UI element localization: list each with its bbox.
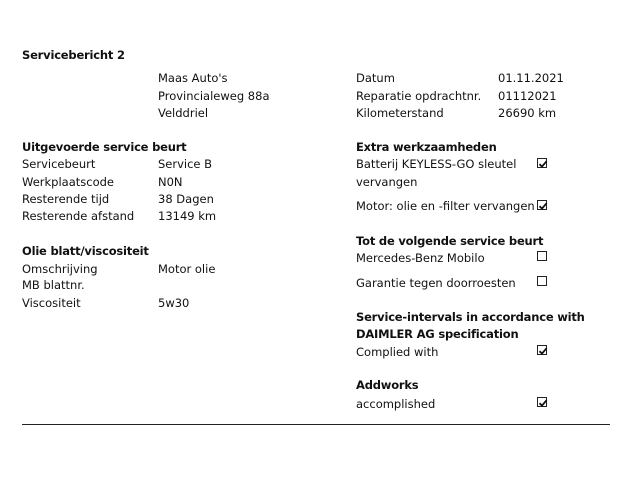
bottom-divider <box>22 424 610 425</box>
mb-sheet-label: MB blattnr. <box>22 278 85 292</box>
workshop-street: Provincialeweg 88a <box>158 89 270 103</box>
remaining-distance-label: Resterende afstand <box>22 209 135 223</box>
page-title: Servicebericht 2 <box>22 48 125 62</box>
date-label: Datum <box>356 71 395 85</box>
workshop-code-value: N0N <box>158 175 183 189</box>
oil-description-label: Omschrijving <box>22 262 98 276</box>
service-type-value: Service B <box>158 157 213 171</box>
remaining-distance-value: 13149 km <box>158 209 217 223</box>
checkmark-icon <box>537 200 549 212</box>
remaining-time-label: Resterende tijd <box>22 192 110 206</box>
extra-item1-line2: vervangen <box>356 175 418 189</box>
mileage-label: Kilometerstand <box>356 106 444 120</box>
workshop-code-label: Werkplaatscode <box>22 175 114 189</box>
next-item2-label: Garantie tegen doorroesten <box>356 276 516 290</box>
viscosity-value: 5w30 <box>158 296 190 310</box>
remaining-time-value: 38 Dagen <box>158 192 214 206</box>
oil-description-value: Motor olie <box>158 262 216 276</box>
addworks-heading: Addworks <box>356 378 419 392</box>
checkmark-icon <box>537 345 549 357</box>
service-heading: Uitgevoerde service beurt <box>22 140 187 154</box>
intervals-item-label: Complied with <box>356 345 439 359</box>
extra-item2-label: Motor: olie en -filter vervangen <box>356 199 535 213</box>
next-service-heading: Tot de volgende service beurt <box>356 234 544 248</box>
oil-heading: Olie blatt/viscositeit <box>22 244 149 258</box>
service-type-label: Servicebeurt <box>22 157 96 171</box>
date-value: 01.11.2021 <box>498 71 564 85</box>
extra-work-heading: Extra werkzaamheden <box>356 140 497 154</box>
workshop-city: Velddriel <box>158 106 209 120</box>
addworks-item-label: accomplished <box>356 397 436 411</box>
order-value: 01112021 <box>498 89 557 103</box>
addworks-checkbox[interactable] <box>537 397 547 407</box>
workshop-name: Maas Auto's <box>158 71 228 85</box>
next-item1-checkbox[interactable] <box>537 251 547 261</box>
viscosity-label: Viscositeit <box>22 296 81 310</box>
extra-item2-checkbox[interactable] <box>537 200 547 210</box>
extra-item1-line1: Batterij KEYLESS-GO sleutel <box>356 157 517 171</box>
mileage-value: 26690 km <box>498 106 557 120</box>
order-label: Reparatie opdrachtnr. <box>356 89 482 103</box>
checkmark-icon <box>537 397 549 409</box>
intervals-heading-line1: Service-intervals in accordance with <box>356 310 585 324</box>
intervals-checkbox[interactable] <box>537 345 547 355</box>
next-item2-checkbox[interactable] <box>537 276 547 286</box>
intervals-heading-line2: DAIMLER AG specification <box>356 327 519 341</box>
extra-item1-checkbox[interactable] <box>537 158 547 168</box>
checkmark-icon <box>537 158 549 170</box>
next-item1-label: Mercedes-Benz Mobilo <box>356 251 485 265</box>
